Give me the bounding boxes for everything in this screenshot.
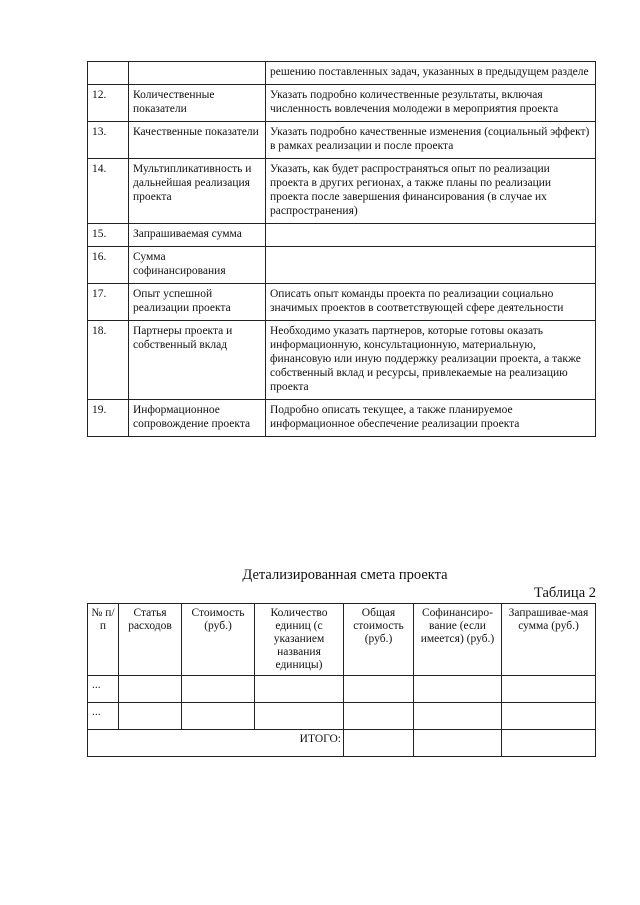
- row-title: Мультипликативность и дальнейшая реализация проекта: [129, 159, 266, 224]
- cell-total-cost: [344, 730, 414, 757]
- cell-requested: [502, 703, 596, 730]
- row-description: Необходимо указать партнеров, которые готовы оказать информационную, консультационную, материальную, финансовую или иную поддержку реализации проекта, а также собственный вклад и ресурсы, привлекаемые на реализацию проекта: [266, 321, 596, 400]
- row-title: Информационное сопровождение проекта: [129, 400, 266, 437]
- table-row: [88, 62, 596, 85]
- row-description: Указать подробно количественные результаты, включая численность вовлечения молодежи в мероприятия проекта: [266, 85, 596, 122]
- table-row: [88, 400, 596, 437]
- table-row: [88, 676, 596, 703]
- cell-quantity: [255, 703, 344, 730]
- table-row: [88, 122, 596, 159]
- total-label: ИТОГО:: [88, 730, 344, 757]
- row-title: Опыт успешной реализации проекта: [129, 284, 266, 321]
- budget-table: [87, 603, 596, 757]
- row-description: [266, 247, 596, 284]
- row-title: [129, 62, 266, 85]
- row-description: Указать, как будет распространяться опыт по реализации проекта в других регионах, а также планы по реализации проекта после завершения финансирования (в случае их распространения): [266, 159, 596, 224]
- cell-cofinancing: [414, 676, 502, 703]
- table-row: [88, 284, 596, 321]
- header-cell-total-cost: Общая стоимость (руб.): [344, 604, 414, 676]
- table-row: [88, 159, 596, 224]
- row-description: Описать опыт команды проекта по реализации социально значимых проектов в соответствующей сфере деятельности: [266, 284, 596, 321]
- cell-cofinancing: [414, 703, 502, 730]
- row-description: [266, 224, 596, 247]
- cell-quantity: [255, 676, 344, 703]
- project-table-body: [88, 62, 596, 437]
- cell-expense-item: [119, 676, 182, 703]
- row-title: Запрашиваемая сумма: [129, 224, 266, 247]
- row-description: Подробно описать текущее, а также планируемое информационное обеспечение реализации проекта: [266, 400, 596, 437]
- budget-table-body: [88, 676, 596, 757]
- row-title: Качественные показатели: [129, 122, 266, 159]
- project-description-table: [87, 61, 596, 437]
- budget-title: Детализированная смета проекта: [242, 567, 448, 583]
- row-number: 18.: [88, 321, 129, 400]
- cell-cost: [182, 676, 255, 703]
- cell-number: ...: [88, 676, 119, 703]
- header-cell-cofinancing: Софинансиро-вание (если имеется) (руб.): [414, 604, 502, 676]
- table-number-label: Таблица 2: [533, 585, 596, 601]
- row-number: 14.: [88, 159, 129, 224]
- header-cell-expense-item: Статья расходов: [119, 604, 182, 676]
- cell-requested: [502, 730, 596, 757]
- table-row: [88, 247, 596, 284]
- row-number: 19.: [88, 400, 129, 437]
- header-cell-number: № п/п: [88, 604, 119, 676]
- table-row: [88, 703, 596, 730]
- row-title: Количественные показатели: [129, 85, 266, 122]
- table-row: [88, 224, 596, 247]
- budget-table-header: [88, 604, 596, 676]
- row-number: [88, 62, 129, 85]
- header-row: [88, 604, 596, 676]
- row-number: 12.: [88, 85, 129, 122]
- row-title: Партнеры проекта и собственный вклад: [129, 321, 266, 400]
- table-row: [88, 85, 596, 122]
- row-number: 16.: [88, 247, 129, 284]
- row-number: 17.: [88, 284, 129, 321]
- cell-total-cost: [344, 676, 414, 703]
- cell-requested: [502, 676, 596, 703]
- row-description: Указать подробно качественные изменения (социальный эффект) в рамках реализации и после проекта: [266, 122, 596, 159]
- row-number: 13.: [88, 122, 129, 159]
- row-title: Сумма софинансирования: [129, 247, 266, 284]
- cell-cofinancing: [414, 730, 502, 757]
- header-cell-quantity: Количество единиц (с указанием названия единицы): [255, 604, 344, 676]
- cell-total-cost: [344, 703, 414, 730]
- total-row: [88, 730, 596, 757]
- header-cell-cost: Стоимость (руб.): [182, 604, 255, 676]
- cell-expense-item: [119, 703, 182, 730]
- table-row: [88, 321, 596, 400]
- row-description: решению поставленных задач, указанных в предыдущем разделе: [266, 62, 596, 85]
- cell-number: ...: [88, 703, 119, 730]
- cell-cost: [182, 703, 255, 730]
- row-number: 15.: [88, 224, 129, 247]
- header-cell-requested: Запрашивае-мая сумма (руб.): [502, 604, 596, 676]
